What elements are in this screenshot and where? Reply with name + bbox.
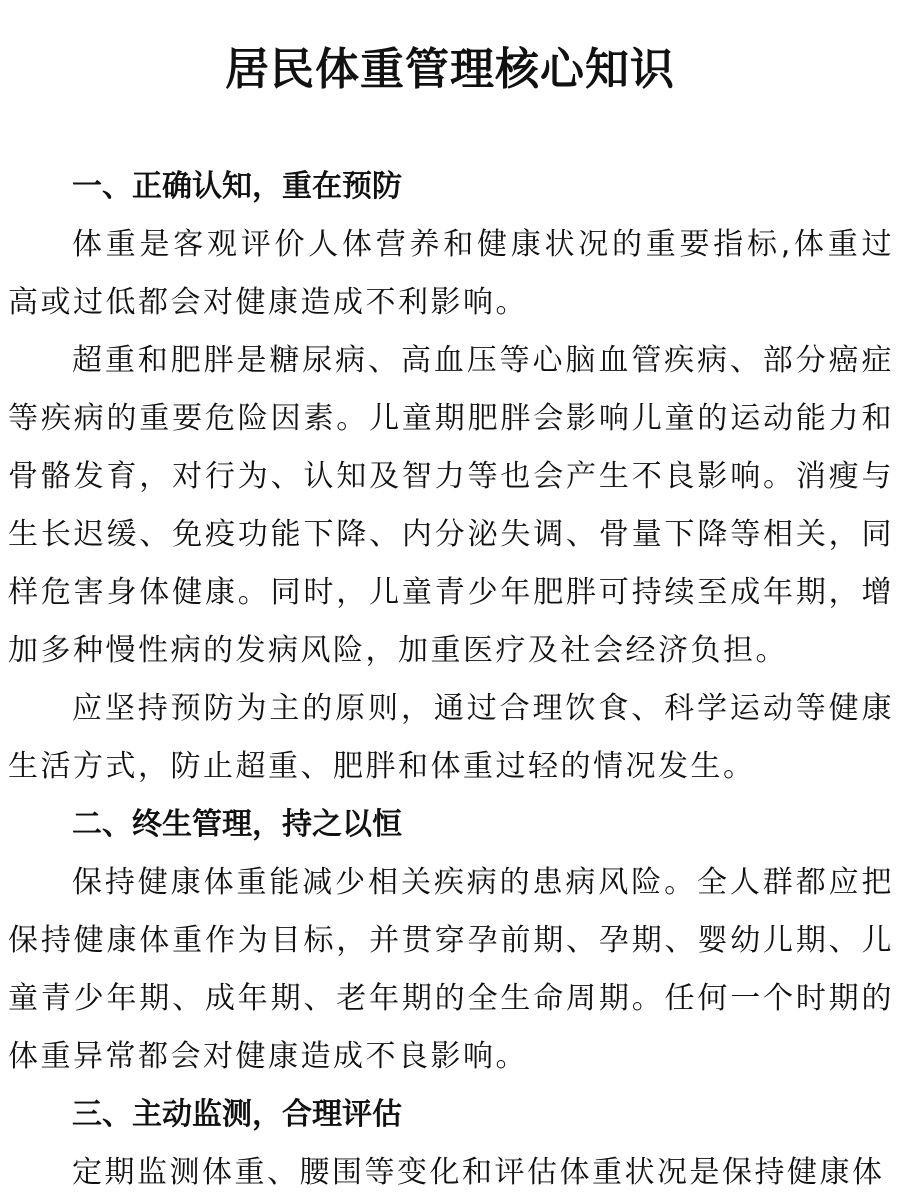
paragraph: 应坚持预防为主的原则，通过合理饮食、科学运动等健康生活方式，防止超重、肥胖和体重过轻的情况发生。 (8, 691, 894, 784)
section-heading: 一、正确认知，重在预防 (72, 169, 402, 204)
section-prevention (8, 158, 894, 796)
section-heading: 二、终生管理，持之以恒 (72, 807, 402, 842)
section-monitoring (8, 1086, 894, 1200)
paragraph: 保持健康体重能减少相关疾病的患病风险。全人群都应把保持健康体重作为目标，并贯穿孕前期、孕期、婴幼儿期、儿童青少年期、成年期、老年期的全生命周期。任何一个时期的体重异常都会对健康造成不良影响。 (8, 865, 894, 1074)
paragraph: 体重是客观评价人体营养和健康状况的重要指标,体重过高或过低都会对健康造成不利影响。 (8, 227, 894, 320)
section-lifelong-management (8, 796, 894, 1086)
document-title: 居民体重管理核心知识 (225, 44, 675, 95)
paragraph: 超重和肥胖是糖尿病、高血压等心脑血管疾病、部分癌症等疾病的重要危险因素。儿童期肥胖会影响儿童的运动能力和骨骼发育，对行为、认知及智力等也会产生不良影响。消瘦与生长迟缓、免疫功能下降、内分泌失调、骨量下降等相关，同样危害身体健康。同时，儿童青少年肥胖可持续至成年期，增加多种慢性病的发病风险，加重医疗及社会经济负担。 (8, 343, 894, 668)
document-body (8, 158, 894, 1200)
section-heading: 三、主动监测，合理评估 (72, 1097, 402, 1132)
paragraph: 定期监测体重、腰围等变化和评估体重状况是保持健康体 (72, 1155, 885, 1190)
